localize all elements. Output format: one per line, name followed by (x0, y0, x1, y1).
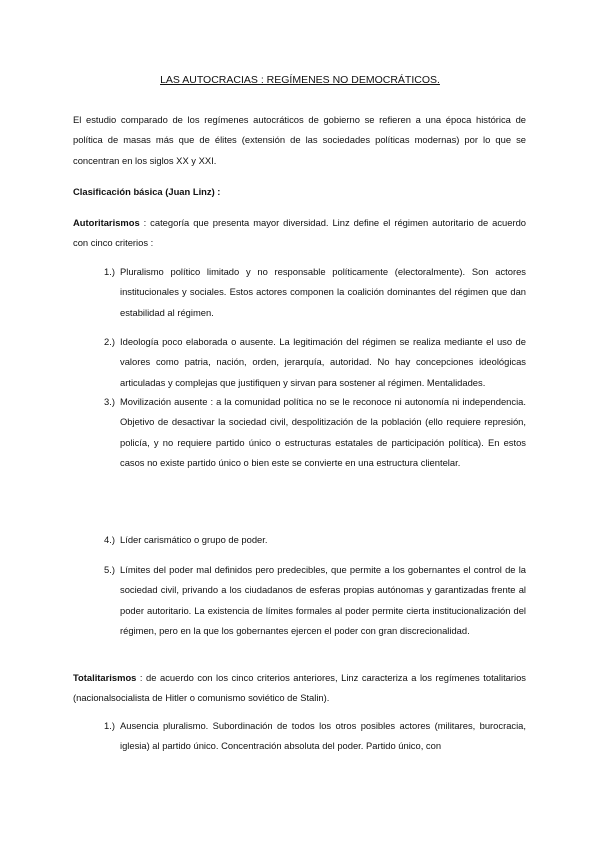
totalitarismos-text: : de acuerdo con los cinco criterios anteriores, Linz caracteriza a los regímenes totalitarios (nacionalsocialista de Hitler o comunismo soviético de Stalin). (73, 672, 526, 704)
intro-paragraph: El estudio comparado de los regímenes autocráticos de gobierno se refieren a una época histórica de política de masas más que de élites (extensión de las sociedades políticas modernas) por lo que se concentran en los siglos XX y XXI. (73, 114, 526, 166)
list-item (100, 392, 526, 474)
list-item-number: 5.) (104, 564, 115, 575)
list-item-text: Ausencia pluralismo. Subordinación de todos los otros posibles actores (militares, burocracia, iglesia) al partido único. Concentración absoluta del poder. Partido único, con (120, 720, 526, 752)
list-item (100, 716, 526, 757)
list-item (100, 530, 526, 550)
list-item-text: Pluralismo político limitado y no responsable políticamente (electoralmente). Son actores institucionales y sociales. Estos actores componen la coalición dominantes del régimen que dan estabilidad al régimen. (120, 266, 526, 318)
autoritarismos-text: : categoría que presenta mayor diversidad. Linz define el régimen autoritario de acuerdo con cinco criterios : (73, 217, 526, 249)
page-title: LAS AUTOCRACIAS : REGÍMENES NO DEMOCRÁTICOS. (160, 74, 440, 86)
totalitarismos-term: Totalitarismos (73, 672, 137, 683)
list-item-text: Líder carismático o grupo de poder. (120, 534, 268, 545)
autoritarismos-term: Autoritarismos (73, 217, 140, 228)
list-item (100, 262, 526, 323)
list-item-number: 3.) (104, 396, 115, 407)
list-item-number: 1.) (104, 266, 115, 277)
autoritarismos-paragraph (73, 213, 526, 254)
list-item (100, 560, 526, 642)
list-item-text: Movilización ausente : a la comunidad política no se le reconoce ni autonomía ni independencia. Objetivo de desactivar la sociedad civil, despolitización de la población (ello requiere represión, policía, y no requiere partido único o estructuras estatales de participación política). En estos casos no existe partido único o bien este se convierte en una estructura clientelar. (120, 396, 526, 469)
list-item-number: 4.) (104, 534, 115, 545)
list-item (100, 332, 526, 393)
classification-heading: Clasificación básica (Juan Linz) : (73, 186, 221, 197)
list-item-number: 2.) (104, 336, 115, 347)
totalitarismos-paragraph (73, 668, 526, 709)
list-item-text: Ideología poco elaborada o ausente. La legitimación del régimen se realiza mediante el uso de valores como patria, nación, orden, jerarquía, autoridad. No hay concepciones ideológicas articuladas y complejas que justifiquen y sirvan para sostener al régimen. Mentalidades. (120, 336, 526, 388)
list-item-text: Límites del poder mal definidos pero predecibles, que permite a los gobernantes el control de la sociedad civil, privando a los ciudadanos de esferas propias autónomas y garantizadas frente al poder autoritario. La existencia de límites formales al poder permite cierta institucionalización del régimen, pero en la que los gobernantes ejercen el poder con gran discrecionalidad. (120, 564, 526, 637)
list-item-number: 1.) (104, 720, 115, 731)
